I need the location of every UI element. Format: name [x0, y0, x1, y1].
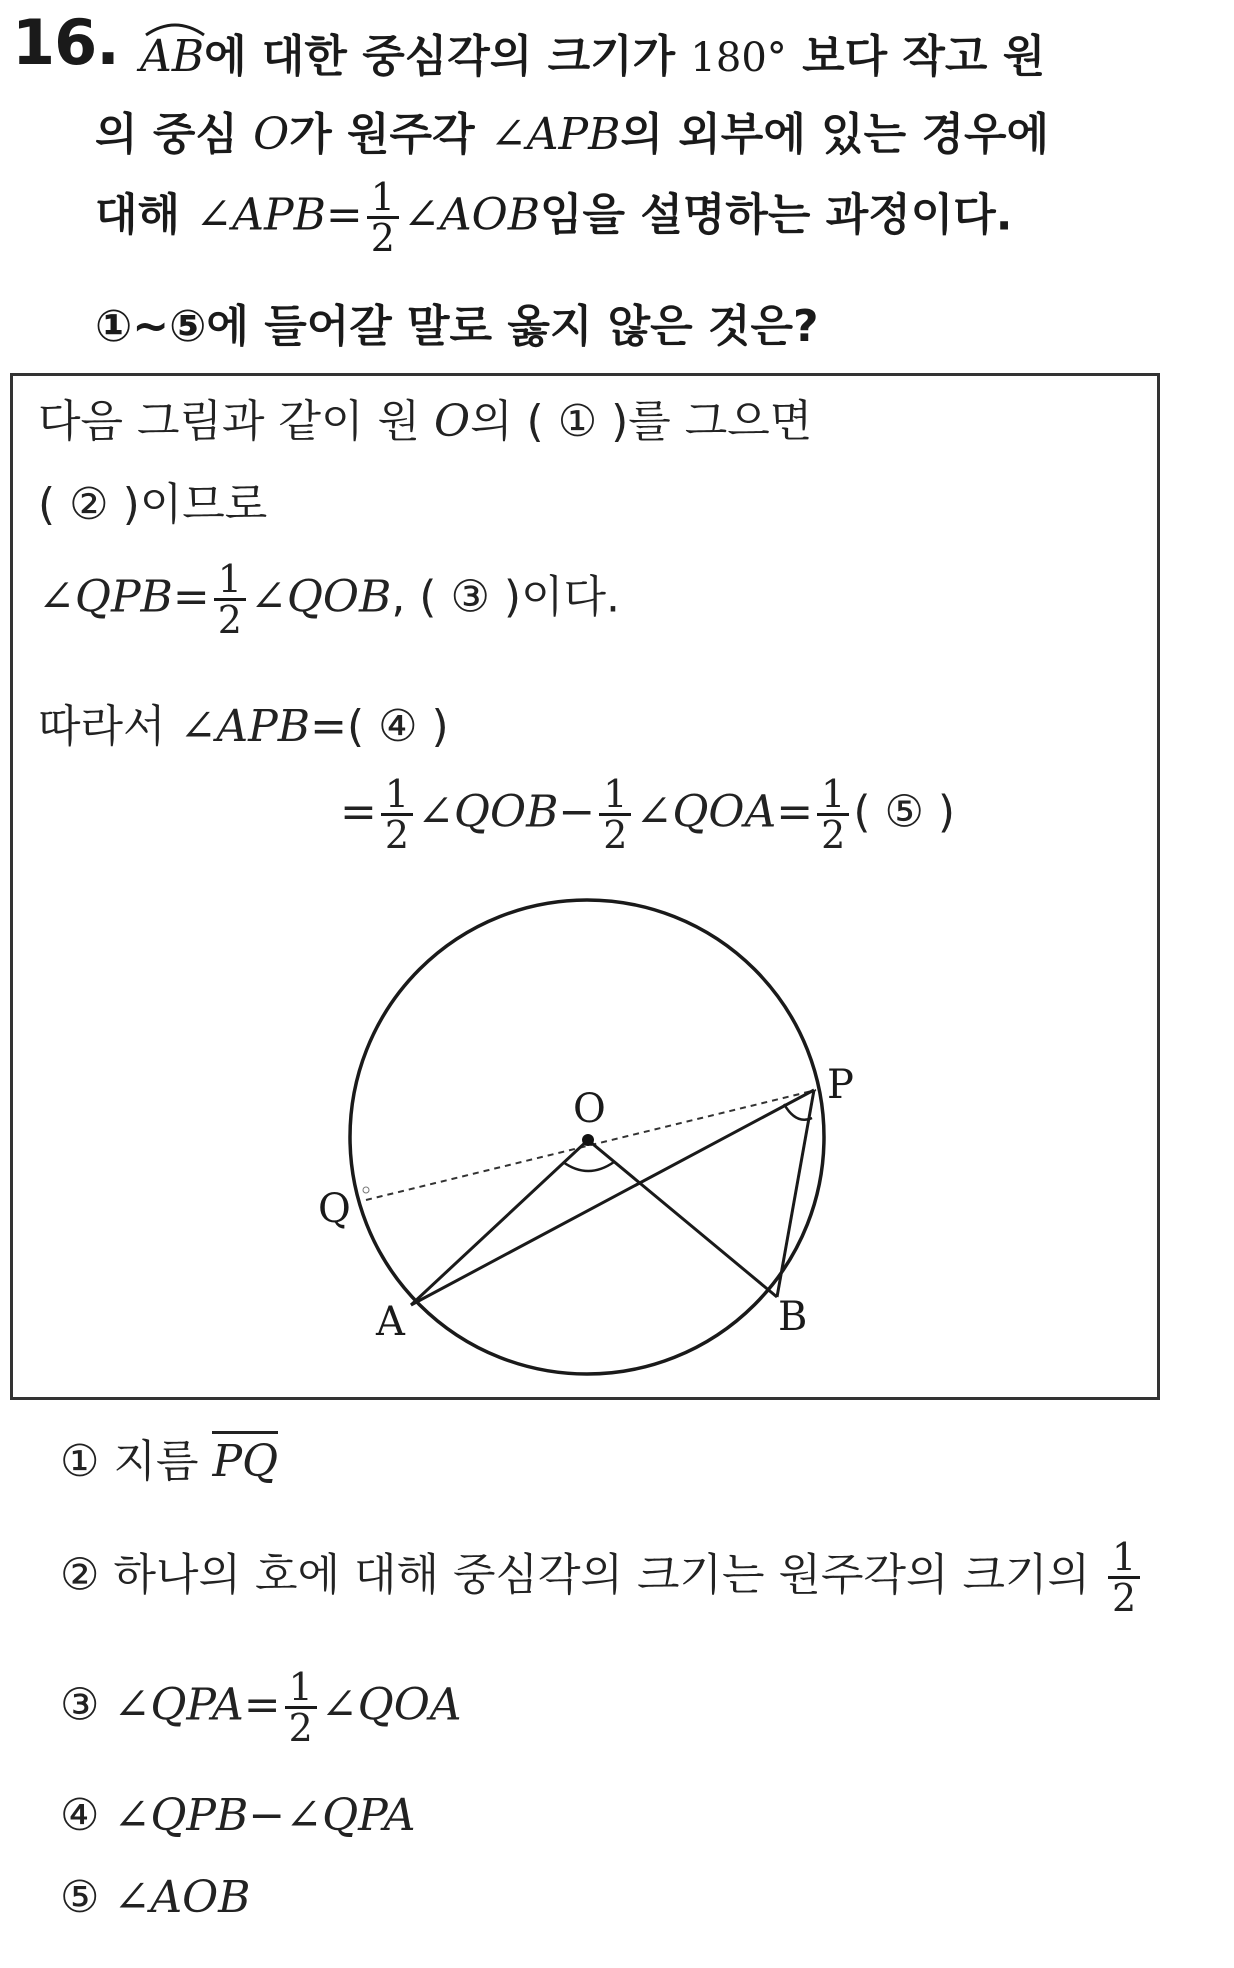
proof-line-5: = $\frac{1}{2}$ ∠QOB− $\frac{1}{2}$ ∠QOA= $\frac{1}{2}$ ( ⑤ ) [340, 772, 956, 857]
question-line-2-c: 의 외부에 있는 경우에 [620, 109, 1049, 160]
question-number: 16. [12, 6, 119, 79]
chord-pa [411, 1090, 814, 1305]
radius-oa [411, 1140, 588, 1305]
center-o: O [253, 109, 290, 160]
equals-sign: = [325, 189, 363, 241]
angle-arc-o [563, 1162, 614, 1171]
option-2-text: 하나의 호에 대해 중심각의 크기는 원주각의 크기의 [113, 1549, 1104, 1601]
proof-line-4: 따라서 ∠APB=( ④ ) [38, 701, 449, 752]
question-line-2-a: 의 중심 [95, 109, 254, 160]
question-line-4: ①~⑤에 들어갈 말로 옳지 않은 것은? [95, 301, 819, 352]
proof-line-2: ( ② )이므로 [38, 479, 268, 530]
option-2[interactable] [60, 1535, 1144, 1620]
option-marker: ② [60, 1549, 100, 1601]
option-5-math: ∠AOB [113, 1872, 251, 1923]
question-line-1-text: 에 대한 중심각의 크기가 [204, 31, 691, 82]
angle-apb-2: ∠APB [195, 189, 326, 241]
degree-value: 180° [690, 35, 787, 81]
option-marker: ⑤ [60, 1872, 100, 1923]
option-marker: ① [60, 1436, 100, 1487]
option-2-fraction: $\frac{1}{2}$ [1108, 1538, 1140, 1617]
option-3-fraction: $\frac{1}{2}$ [285, 1668, 317, 1747]
proof-line-1: 다음 그림과 같이 원 O의 ( ① )를 그으면 [38, 396, 813, 447]
option-marker: ③ [60, 1679, 100, 1731]
option-3[interactable] [60, 1665, 462, 1750]
label-b: B [778, 1294, 808, 1340]
label-a: A [376, 1299, 405, 1345]
label-p: P [827, 1062, 854, 1108]
angle-apb: ∠APB [489, 109, 621, 160]
option-5[interactable] [60, 1872, 251, 1923]
label-q: Q [318, 1186, 351, 1232]
fraction-half: $\frac{1}{2}$ [367, 178, 399, 257]
question-line-2-b: 가 원주각 [289, 109, 490, 160]
option-4-math: ∠QPB−∠QPA [113, 1790, 416, 1841]
question-line-1-end: 보다 작고 원 [786, 31, 1046, 82]
option-1[interactable] [60, 1425, 278, 1489]
proof-line-3: ∠QPB= $\frac{1}{2}$ ∠QOB, ( ③ )이다. [38, 557, 621, 642]
angle-qpa: ∠QPA [113, 1679, 244, 1731]
label-o: O [573, 1086, 606, 1132]
option-1-text: 지름 [113, 1436, 213, 1487]
chord-pb [777, 1090, 814, 1297]
radius-ob [588, 1140, 777, 1297]
angle-aob: ∠AOB [402, 189, 541, 241]
option-marker: ④ [60, 1790, 100, 1841]
angle-qoa: ∠QOA [320, 1679, 462, 1731]
question-line-3-a: 대해 [95, 189, 196, 241]
question-line-3-b: 임을 설명하는 과정이다. [540, 189, 1013, 241]
center-dot [582, 1134, 594, 1146]
point-q-mark [363, 1187, 369, 1193]
equals-sign: = [243, 1679, 281, 1731]
arc-ab: AB [140, 31, 204, 82]
segment-pq: PQ [212, 1431, 278, 1487]
option-4[interactable] [60, 1790, 415, 1841]
